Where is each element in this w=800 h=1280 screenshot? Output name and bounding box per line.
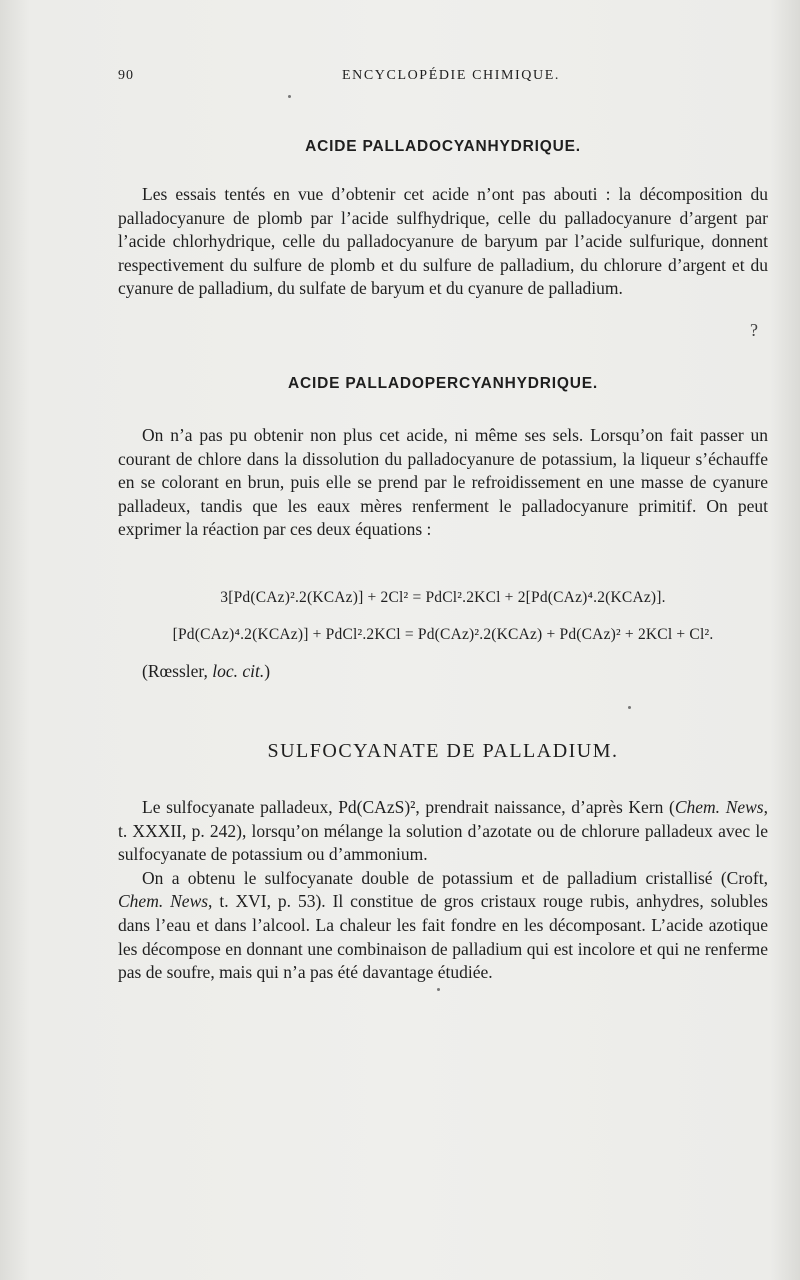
speck	[437, 988, 440, 991]
p2-text-a: On a obtenu le sulfocyanate double de potassium et de palladium cristallisé (Croft,	[142, 867, 768, 888]
margin-mark: ?	[750, 320, 758, 340]
citation-suffix: )	[264, 661, 271, 681]
citation-prefix: (Rœssler,	[142, 661, 213, 681]
equation-2: [Pd(CAz)⁴.2(KCAz)] + PdCl².2KCl = Pd(CAz)².2(KCAz) + Pd(CAz)² + 2KCl + Cl².	[172, 626, 714, 643]
section3-paragraph-2	[118, 867, 768, 985]
section1-body	[118, 183, 768, 301]
speck	[628, 706, 631, 709]
section-title-palladocyanhydrique: ACIDE PALLADOCYANHYDRIQUE.	[305, 138, 581, 155]
section2-paragraph: On n’a pas pu obtenir non plus cet acide, ni même ses sels. Lorsqu’on fait passer un courant de chlore dans la dissolution du palladocyanure de potassium, la liqueur s’échauffe en se colorant en brun, puis elle se prend par le refroidissement en une masse de cyanure palladeux, tandis que les eaux mères renferment le palladocyanure primitif. On peut exprimer la réaction par ces deux équations :	[118, 425, 768, 540]
section2-body	[118, 424, 768, 542]
citation-loc-cit: loc. cit.	[212, 661, 265, 681]
section3-body	[118, 796, 768, 985]
running-title: ENCYCLOPÉDIE CHIMIQUE.	[342, 68, 560, 83]
p2-text-b: , t. XVI, p. 53). Il constitue de gros cristaux rouge rubis, anhydres, solubles dans l’eau et dans l’alcool. La chaleur les fait fondre en les décomposant. L’acide azotique les décompose en donnant une combinaison de palladium qui est incolore et qui ne renferme pas de soufre, mais qui n’a pas été davantage étudiée.	[118, 891, 768, 983]
section1-paragraph: Les essais tentés en vue d’obtenir cet acide n’ont pas abouti : la décomposition du palladocyanure de plomb par l’acide sulfhydrique, celle du palladocyanure d’argent par l’acide chlorhydrique, celle du palladocyanure de baryum par l’acide sulfurique, donnent respectivement du sulfure de plomb et du sulfure de palladium, du chlorure d’argent et du cyanure de palladium, du sulfate de baryum et du cyanure de palladium.	[118, 184, 768, 299]
page-number: 90	[118, 68, 134, 83]
speck	[288, 95, 291, 98]
section-title-sulfocyanate: SULFOCYANATE DE PALLADIUM.	[267, 740, 619, 762]
p1-journal: Chem. News	[674, 797, 764, 817]
section3-paragraph-1	[118, 796, 768, 867]
section-title-palladopercyanhydrique: ACIDE PALLADOPERCYANHYDRIQUE.	[288, 375, 598, 392]
p2-journal: Chem. News	[118, 891, 209, 912]
citation-roessler	[142, 660, 768, 684]
p1-text-b: , t. XXXII, p. 242), lorsqu’on mélange la solution d’azotate ou de chlorure palladeux avec le sulfocyanate de potassium ou d’ammonium.	[118, 797, 768, 865]
p1-text-a: Le sulfocyanate palladeux, Pd(CAzS)², prendrait naissance, d’après Kern (	[142, 797, 675, 817]
equation-1: 3[Pd(CAz)².2(KCAz)] + 2Cl² = PdCl².2KCl + 2[Pd(CAz)⁴.2(KCAz)].	[220, 589, 666, 606]
